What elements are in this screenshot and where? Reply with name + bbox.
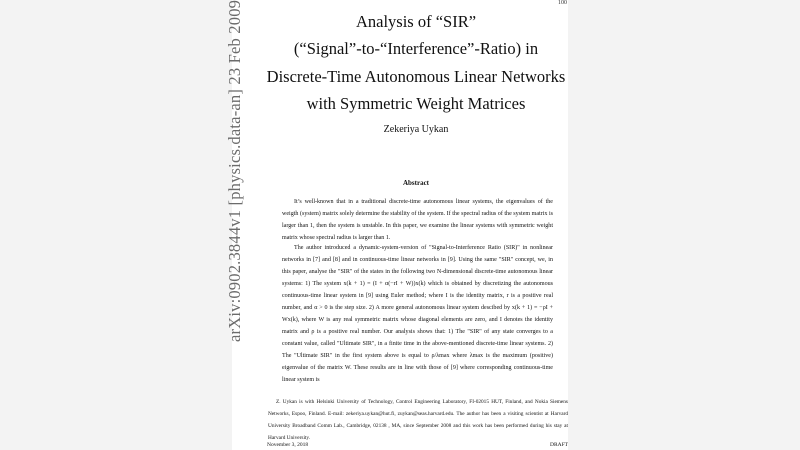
abstract-heading: Abstract	[402, 179, 430, 187]
abstract-paragraph-1: It’s well-known that in a traditional discrete-time autonomous linear systems, the eigenvalues of the weigth (system) matrix solely determine the stability of the system. If the spectral radius of the system matrix is larger than 1, then the system is unstable. In this paper, we examine the linear systems with symmetric weight matrix whose spectral radius is larger than 1.	[282, 199, 553, 241]
author-footnote: Z. Uykan is with Helsinki University of Technology, Control Engineering Laboratory, FI-02015 HUT, Finland, and Nokia Siemens Networks, Espoo, Finland. E-mail: zekeriya.uykan@hut.fi, zuykan@seas.harvard.edu. The author has been a visiting scientist at Harvard University Broadband Comm Lab., Cambridge, 02138 , MA, since September 2008 and this work has been performed during his stay at Harvard University.	[268, 399, 568, 441]
title-line-1: Analysis of “SIR”	[355, 12, 477, 31]
footer-date: November 3, 2018	[267, 442, 309, 448]
author-name: Zekeriya Uykan	[383, 124, 449, 135]
title-line-3: Discrete-Time Autonomous Linear Networks	[266, 67, 566, 86]
title-line-4: with Symmetric Weight Matrices	[306, 94, 526, 113]
abstract-paragraph-2: The author introduced a dynamic-system-version of "Signal-to-Interference Ratio (SIR)" in nonlinear networks in [7] and [8] and in continuous-time linear networks in [9]. Using the same "SIR" concept, we, in this paper, analyse the "SIR" of the states in the following two N-dimensional discrete-time autonomous linear systems: 1) The system x(k + 1) = (I + α(−rI + W))x(k) which is obtained by discretizing the autonomous continuous-time linear system in [9] using Euler method; where I is the identity matrix, r is a positive real number, and α > 0 is the step size. 2) A more general autonomous linear system descibed by x(k + 1) = −ρI + Wx(k), where W is any real symmetric matrix whose diagonal elements are zero, and I denotes the identity matrix and ρ is a positive real number. Our analysis shows that: 1) The "SIR" of any state converges to a constant value, called "Ultimate SIR", in a finite time in the above-mentioned discrete-time linear systems. 2) The "Ultimate SIR" in the first system above is equal to ρ/λmax where λmax is the maximum (positive) eigenvalue of the matrix W. These results are in line with those of [9] where corresponding continuous-time linear system is	[282, 245, 553, 383]
footer-draft-label: DRAFT	[550, 442, 569, 448]
title-line-2: (“Signal”-to-“Interference”-Ratio) in	[293, 39, 539, 58]
page-number: 100	[558, 0, 567, 6]
arxiv-side-stamp: arXiv:0902.3844v1 [physics.data-an] 23 Feb 2009	[225, 0, 244, 342]
